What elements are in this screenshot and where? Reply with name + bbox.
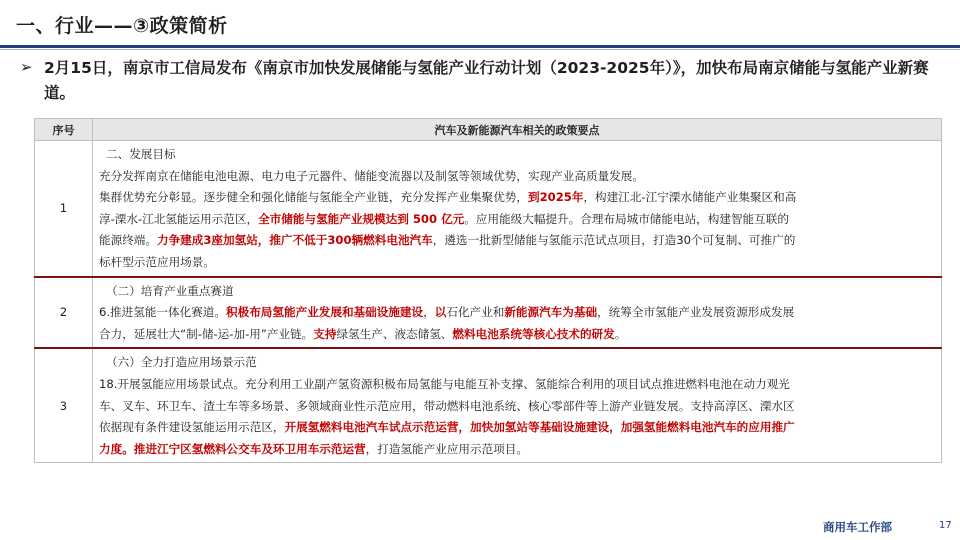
row-line xyxy=(99,417,935,439)
highlight-run: 力度。推进江宁区氢燃料公交车及环卫用车示范运营 xyxy=(99,441,366,456)
text-run: ，统筹全市氢能产业发展资源形成发展 xyxy=(597,305,795,320)
row-line xyxy=(99,230,935,252)
row-line: 标杆型示范应用场景。 xyxy=(99,254,215,269)
title-divider-thin xyxy=(0,49,960,50)
row-line: 充分发挥南京在储能电池电源、电力电子元器件、储能变流器以及制氢等领域优势，实现产业高质量发展。 xyxy=(99,168,644,183)
title-bar xyxy=(0,0,960,50)
text-run: 。 xyxy=(614,326,627,341)
row-line xyxy=(99,209,935,231)
text-run: ， xyxy=(423,305,435,320)
intro-bullet xyxy=(20,56,945,106)
highlight-run: 力争建成3座加氢站，推广不低于300辆燃料电池汽车 xyxy=(156,233,433,248)
text-run: 集群优势充分彰显。逐步健全和强化储能与氢能全产业链，充分发挥产业集聚优势， xyxy=(99,190,528,205)
footer-department: 商用车工作部 xyxy=(823,520,892,534)
row-line xyxy=(99,187,935,209)
highlight-run: 积极布局氢能产业发展和基础设施建设 xyxy=(226,305,424,320)
text-run: 依据现有条件建设氢能运用示范区， xyxy=(99,420,285,435)
text-run: 。应用能级大幅提升。合理布局城市储能电站，构建智能互联的 xyxy=(464,211,789,226)
intro-text: 2月15日，南京市工信局发布《南京市加快发展储能与氢能产业行动计划（2023-2025年）》，加快布局南京储能与氢能产业新赛道。 xyxy=(44,59,929,102)
row-line xyxy=(99,439,935,461)
highlight-run: 燃料电池系统等核心技术的研发 xyxy=(452,326,615,341)
highlight-run: 全市储能与氢能产业规模达到 500 亿元 xyxy=(258,211,465,226)
text-run: 能源终端。 xyxy=(99,233,157,248)
text-run: 合力，延展壮大“制-储-运-加-用”产业链。 xyxy=(99,326,314,341)
row-heading: （六）全力打造应用场景示范 xyxy=(106,355,257,370)
row-line: 18.开展氢能应用场景试点。充分利用工业副产氢资源积极布局氢能与电能互补支撑、氢能综合利用的项目试点推进燃料电池在动力观光 xyxy=(99,376,790,391)
text-run: ，构建江北-江宁溧水储能产业集聚区和高 xyxy=(583,190,797,205)
text-run: 绿氢生产、液态储氢、 xyxy=(336,326,453,341)
row-index: 1 xyxy=(35,141,93,277)
text-run: 6.推进氢能一体化赛道。 xyxy=(99,305,226,320)
header-content: 汽车及新能源汽车相关的政策要点 xyxy=(93,119,942,141)
header-index: 序号 xyxy=(35,119,93,141)
table-row xyxy=(35,141,942,277)
row-content xyxy=(93,141,942,277)
highlight-run: 以 xyxy=(434,305,447,320)
table-row xyxy=(35,277,942,349)
row-heading: （二）培育产业重点赛道 xyxy=(106,283,234,298)
row-index: 2 xyxy=(35,277,93,349)
title-divider xyxy=(0,45,960,48)
row-line xyxy=(99,302,935,324)
row-line xyxy=(99,324,935,346)
text-run: 淳-溧水-江北氢能运用示范区， xyxy=(99,211,259,226)
text-run: ，打造氢能产业应用示范项目。 xyxy=(365,441,528,456)
text-run: 石化产业和 xyxy=(446,305,505,320)
text-run: ，遴选一批新型储能与氢能示范试点项目，打造30个可复制、可推广的 xyxy=(432,233,796,248)
highlight-run: 支持 xyxy=(313,326,337,341)
row-content xyxy=(93,348,942,462)
table-row xyxy=(35,348,942,462)
page-title: 一、行业——③政策简析 xyxy=(16,15,228,37)
page-number: 17 xyxy=(939,520,952,531)
highlight-run: 开展氢燃料电池汽车试点示范运营，加快加氢站等基础设施建设，加强氢能燃料电池汽车的应用推广 xyxy=(284,420,795,435)
highlight-run: 到2025年 xyxy=(527,190,584,205)
row-index: 3 xyxy=(35,348,93,462)
table-header-row xyxy=(35,119,942,141)
policy-table xyxy=(34,118,942,463)
arrow-bullet-icon: ➢ xyxy=(20,58,33,76)
highlight-run: 新能源汽车为基础 xyxy=(504,305,598,320)
row-line: 车、叉车、环卫车、渣土车等多场景、多领域商业性示范应用，带动燃料电池系统、核心零部件等上游产业链发展。支持高淳区、溧水区 xyxy=(99,398,795,413)
row-content xyxy=(93,277,942,349)
row-heading: 二、发展目标 xyxy=(106,147,176,161)
